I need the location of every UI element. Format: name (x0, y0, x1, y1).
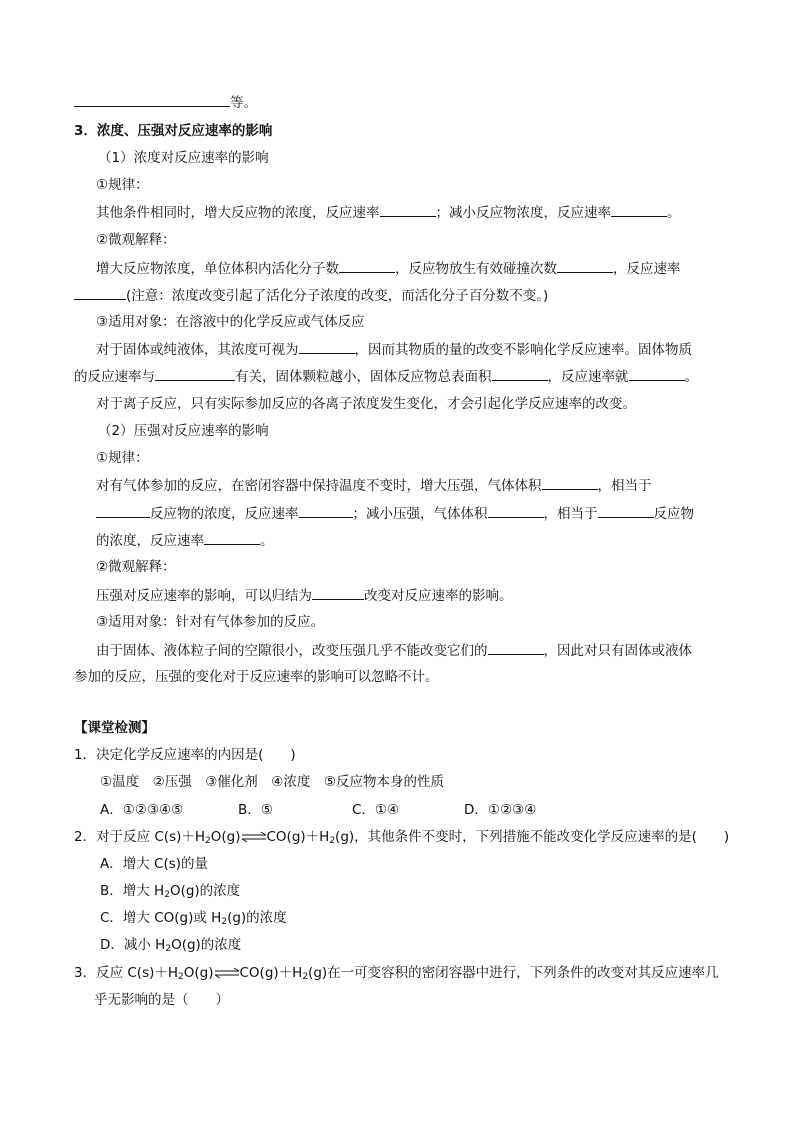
subscript: 2 (205, 836, 211, 846)
text-line: ②微观解释： (96, 232, 176, 248)
text: 。 (684, 369, 698, 385)
text: 3．反应 C(s)＋H (74, 965, 179, 981)
text: ，反应速率就 (547, 369, 629, 385)
blank (557, 258, 613, 273)
question-2 (74, 827, 729, 851)
text-line (96, 585, 513, 606)
choice-a[interactable]: A．增大 C(s)的量 (100, 856, 209, 872)
choice-c[interactable] (100, 908, 287, 932)
text: 。 (667, 205, 681, 221)
blank (629, 366, 685, 381)
choice-a[interactable]: A．①②③④⑤ (100, 802, 184, 818)
subscript: 2 (164, 890, 170, 900)
text-line: ①规律： (96, 450, 149, 466)
choice-b[interactable]: B．⑤ (238, 802, 273, 818)
text: (注意：浓度改变引起了活化分子浓度的改变，而活化分子百分数不变。) (126, 288, 549, 304)
blank (488, 503, 544, 518)
text: 压强对反应速率的影响，可以归结为 (96, 588, 312, 604)
text: ；减小压强，气体体积 (352, 506, 488, 522)
subscript: 2 (165, 944, 172, 954)
text: ；减小反应物浓度，反应速率 (435, 205, 611, 221)
blank (155, 366, 235, 381)
text: ，反应速率 (613, 261, 681, 277)
choice-c[interactable]: C．①④ (352, 802, 400, 818)
blank (542, 475, 598, 490)
text-line: ③适用对象：在溶液中的化学反应或气体反应 (96, 314, 365, 330)
question-3-cont: 乎无影响的是（ ） (94, 992, 229, 1008)
blank (299, 339, 355, 354)
text: (g)在一可变容积的密闭容器中进行，下列条件的改变对其反应速率几 (308, 965, 719, 981)
text: 由于固体、液体粒子间的空隙很小，改变压强几乎不能改变它们的 (96, 643, 488, 659)
blank (299, 503, 353, 518)
blank (312, 585, 364, 600)
text: 的浓度，反应速率 (96, 533, 204, 549)
text: O(g) (210, 829, 241, 845)
text: 等。 (230, 95, 257, 111)
text: ，因而其物质的量的改变不影响化学反应速率。固体物质 (354, 342, 692, 358)
text: 对于固体或纯液体，其浓度可视为 (96, 342, 299, 358)
question-1: 1．决定化学反应速率的内因是( ) (74, 747, 296, 763)
subscript: 2 (302, 972, 309, 982)
text-line (96, 503, 694, 524)
subsection-title: （2）压强对反应速率的影响 (98, 423, 269, 439)
equilibrium-arrow-icon (241, 831, 267, 843)
text: O(g) (183, 965, 214, 981)
text-line: ①规律： (96, 177, 149, 193)
text-line: 对于离子反应，只有实际参加反应的各离子浓度发生变化，才会引起化学反应速率的改变。 (96, 396, 636, 412)
text-line (74, 366, 698, 387)
subscript: 2 (221, 917, 228, 927)
blank (204, 530, 260, 545)
text: 反应物的浓度，反应速率 (150, 506, 299, 522)
text: CO(g)＋H (239, 965, 303, 981)
text-line (96, 258, 681, 279)
section-title: 3．浓度、压强对反应速率的影响 (74, 123, 273, 139)
text: 增大反应物浓度，单位体积内活化分子数 (96, 261, 339, 277)
blank (492, 366, 548, 381)
text: 2．对于反应 C(s)＋H (74, 829, 206, 845)
blank (74, 92, 230, 107)
text-line (96, 202, 681, 223)
blank (488, 640, 544, 655)
choice-d[interactable]: D．①②③④ (464, 802, 537, 818)
blank (611, 202, 667, 217)
blank (96, 503, 150, 518)
subscript: 2 (178, 972, 184, 982)
question-3 (74, 963, 719, 987)
text: 其他条件相同时，增大反应物的浓度，反应速率 (96, 205, 380, 221)
blank (380, 202, 436, 217)
blank (598, 503, 654, 518)
text: (g)，其他条件不变时，下列措施不能改变化学反应速率的是( ) (335, 829, 730, 845)
text-line (74, 285, 548, 306)
text: B．增大 H (100, 883, 165, 899)
text: D．减小 H (100, 937, 166, 953)
text-line (96, 339, 692, 360)
text: C．增大 CO(g)或 H (100, 910, 222, 926)
quiz-header: 【课堂检测】 (74, 720, 155, 736)
text: (g)的浓度 (227, 910, 287, 926)
subscript: 2 (329, 836, 336, 846)
text: CO(g)＋H (266, 829, 330, 845)
text: ，反应物放生有效碰撞次数 (395, 261, 557, 277)
question-1-options: ①温度 ②压强 ③催化剂 ④浓度 ⑤反应物本身的性质 (100, 774, 445, 790)
text: O(g)的浓度 (171, 937, 242, 953)
subsection-title: （1）浓度对反应速率的影响 (98, 150, 269, 166)
choice-b[interactable] (100, 881, 240, 905)
text: 有关，固体颗粒越小，固体反应物总表面积 (235, 369, 492, 385)
blank (339, 258, 395, 273)
text-line (96, 640, 692, 661)
text-line: ②微观解释： (96, 559, 176, 575)
text: ，相当于 (597, 478, 652, 494)
equilibrium-arrow-icon (214, 967, 240, 979)
text-line: 参加的反应，压强的变化对于反应速率的影响可以忽略不计。 (74, 669, 439, 685)
text: O(g)的浓度 (169, 883, 241, 899)
text: 反应物 (653, 506, 694, 522)
choice-d[interactable] (100, 935, 241, 959)
text: 改变对反应速率的影响。 (364, 588, 513, 604)
text-line (96, 530, 274, 551)
text: ，相当于 (543, 506, 598, 522)
text: 的反应速率与 (74, 369, 155, 385)
blank (74, 285, 126, 300)
text-line (96, 475, 652, 496)
text-line: ③适用对象：针对有气体参加的反应。 (96, 614, 325, 630)
text-line (74, 92, 257, 113)
text: ，因此对只有固体或液体 (543, 643, 692, 659)
text: 对有气体参加的反应，在密闭容器中保持温度不变时，增大压强，气体体积 (96, 478, 542, 494)
text: 。 (260, 533, 274, 549)
